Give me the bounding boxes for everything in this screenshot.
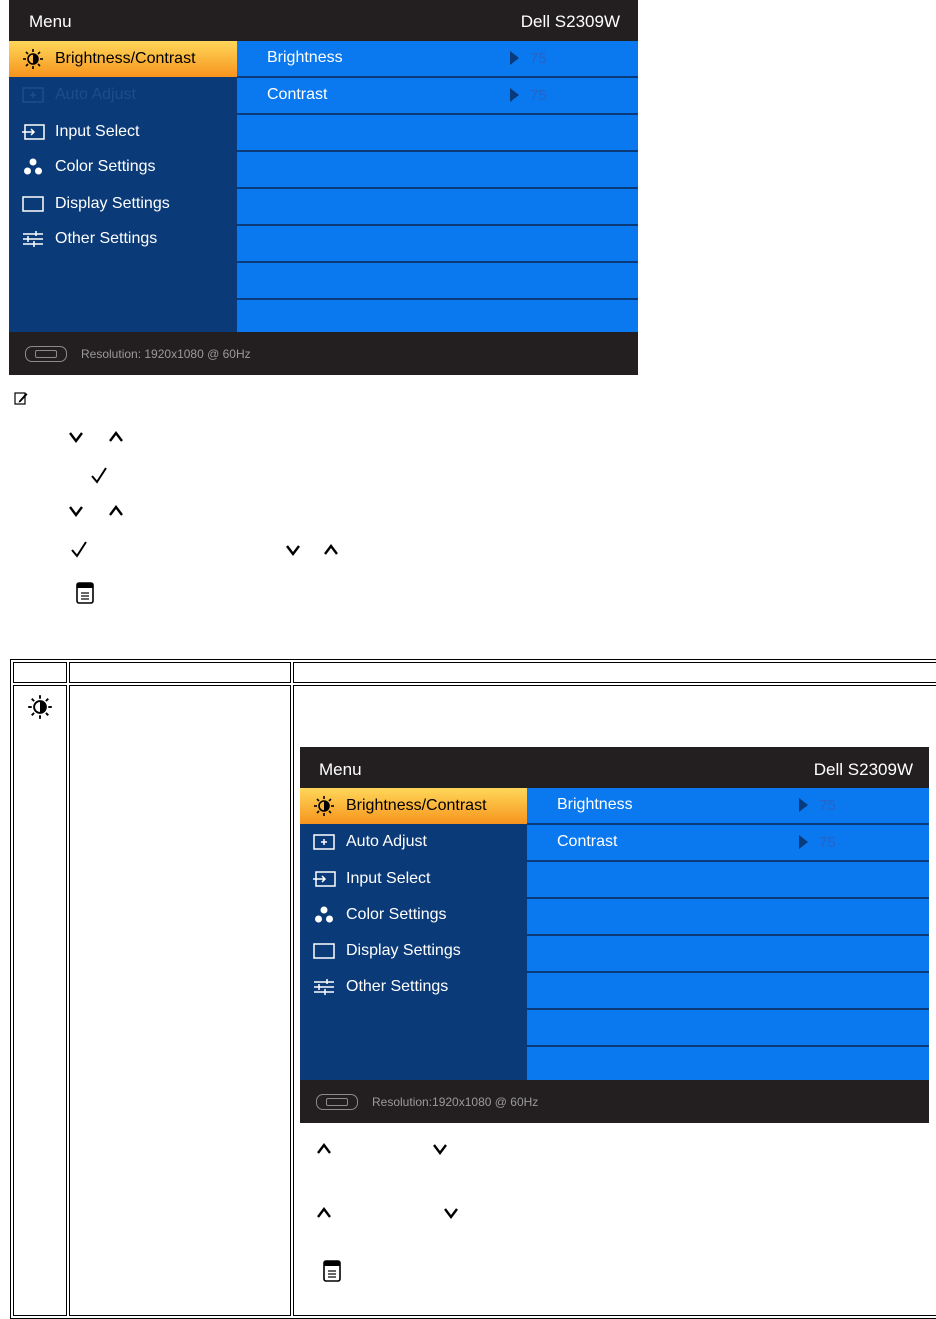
table-row-name-cell <box>69 685 291 1316</box>
other-settings-icon <box>21 229 45 249</box>
osd-model: Dell S2309W <box>520 12 620 31</box>
value-arrow-icon <box>510 51 519 65</box>
menu-item-display-settings[interactable] <box>300 933 527 969</box>
other-settings-icon <box>312 977 336 997</box>
menu-item-input-select[interactable] <box>300 861 527 897</box>
submenu-label: Brightness <box>267 49 343 66</box>
menu-item-auto-adjust[interactable] <box>300 824 527 860</box>
up-icon <box>108 431 124 443</box>
auto-adjust-icon <box>312 832 336 852</box>
check-icon <box>90 466 108 484</box>
menu-item-label: Input Select <box>55 123 140 140</box>
menu-item-other-settings[interactable] <box>9 221 237 257</box>
contrast-value: 75 <box>530 87 547 104</box>
submenu-row-empty <box>237 115 638 152</box>
submenu-row-empty <box>237 300 638 335</box>
display-settings-icon <box>21 194 45 214</box>
submenu-row-brightness[interactable] <box>527 788 929 825</box>
submenu-row-contrast[interactable] <box>237 78 638 115</box>
osd-main-menu <box>9 0 638 375</box>
vga-connector-icon <box>316 1094 358 1110</box>
resolution-text: Resolution:1920x1080 @ 60Hz <box>372 1095 539 1109</box>
up-icon <box>323 544 339 556</box>
menu-item-brightness-contrast[interactable] <box>9 41 237 77</box>
vga-connector-icon <box>25 346 67 362</box>
table-header-name <box>69 662 291 683</box>
menu-item-label: Color Settings <box>55 158 156 175</box>
down-icon <box>443 1207 459 1219</box>
brightness-icon <box>27 694 53 720</box>
menu-icon <box>75 581 95 605</box>
menu-icon <box>322 1259 342 1283</box>
submenu-row-empty <box>527 862 929 899</box>
menu-item-label: Color Settings <box>346 906 447 923</box>
osd-menu-list <box>9 41 237 332</box>
up-icon <box>108 505 124 517</box>
contrast-value: 75 <box>819 834 836 851</box>
brightness-icon <box>312 796 336 816</box>
menu-item-brightness-contrast[interactable] <box>300 788 527 824</box>
menu-item-label: Other Settings <box>346 978 449 995</box>
table-header-icon <box>13 662 67 683</box>
osd-title: Menu <box>29 12 72 31</box>
input-select-icon <box>312 869 336 889</box>
up-icon <box>316 1207 332 1219</box>
menu-item-label: Auto Adjust <box>55 86 136 103</box>
submenu-row-contrast[interactable] <box>527 825 929 862</box>
menu-item-label: Other Settings <box>55 230 158 247</box>
menu-item-auto-adjust[interactable] <box>9 77 237 113</box>
menu-item-label: Display Settings <box>55 195 170 212</box>
brightness-icon <box>21 49 45 69</box>
note-icon <box>14 391 28 405</box>
submenu-row-brightness[interactable] <box>237 41 638 78</box>
table-header-description <box>293 662 936 683</box>
down-icon <box>432 1143 448 1155</box>
down-icon <box>68 431 84 443</box>
osd-submenu <box>527 788 929 1080</box>
input-select-icon <box>21 122 45 142</box>
submenu-label: Brightness <box>557 796 633 813</box>
submenu-row-empty <box>527 899 929 936</box>
submenu-row-empty <box>527 1010 929 1047</box>
menu-item-label: Display Settings <box>346 942 461 959</box>
menu-item-color-settings[interactable] <box>9 149 237 185</box>
osd-menu-list <box>300 788 527 1080</box>
osd-header <box>300 747 929 788</box>
menu-item-label: Auto Adjust <box>346 833 427 850</box>
brightness-value: 75 <box>530 50 547 67</box>
menu-item-other-settings[interactable] <box>300 969 527 1005</box>
osd-footer <box>9 332 638 375</box>
submenu-row-empty <box>237 152 638 189</box>
down-icon <box>285 544 301 556</box>
menu-item-input-select[interactable] <box>9 114 237 150</box>
down-icon <box>68 505 84 517</box>
submenu-row-empty <box>237 263 638 300</box>
value-arrow-icon <box>799 798 808 812</box>
submenu-label: Contrast <box>557 833 618 850</box>
osd-submenu <box>237 41 638 332</box>
display-settings-icon <box>312 941 336 961</box>
menu-item-label: Brightness/Contrast <box>346 797 487 814</box>
up-icon <box>316 1143 332 1155</box>
value-arrow-icon <box>510 88 519 102</box>
submenu-row-empty <box>237 226 638 263</box>
submenu-row-empty <box>527 936 929 973</box>
osd-title: Menu <box>319 760 362 779</box>
brightness-value: 75 <box>819 797 836 814</box>
osd-footer <box>300 1080 929 1123</box>
submenu-row-empty <box>237 189 638 226</box>
auto-adjust-icon <box>21 85 45 105</box>
color-settings-icon <box>312 905 336 925</box>
submenu-row-empty <box>527 1047 929 1080</box>
menu-item-label: Input Select <box>346 870 431 887</box>
osd-brightness-contrast-menu <box>300 747 929 1123</box>
table-row-icon-cell <box>13 685 67 1316</box>
color-settings-icon <box>21 157 45 177</box>
submenu-row-empty <box>527 973 929 1010</box>
menu-item-label: Brightness/Contrast <box>55 50 196 67</box>
menu-item-display-settings[interactable] <box>9 186 237 222</box>
value-arrow-icon <box>799 835 808 849</box>
osd-header <box>9 0 638 41</box>
osd-model: Dell S2309W <box>813 760 913 779</box>
resolution-text: Resolution: 1920x1080 @ 60Hz <box>81 347 251 361</box>
submenu-label: Contrast <box>267 86 328 103</box>
check-icon <box>70 540 88 558</box>
menu-item-color-settings[interactable] <box>300 897 527 933</box>
